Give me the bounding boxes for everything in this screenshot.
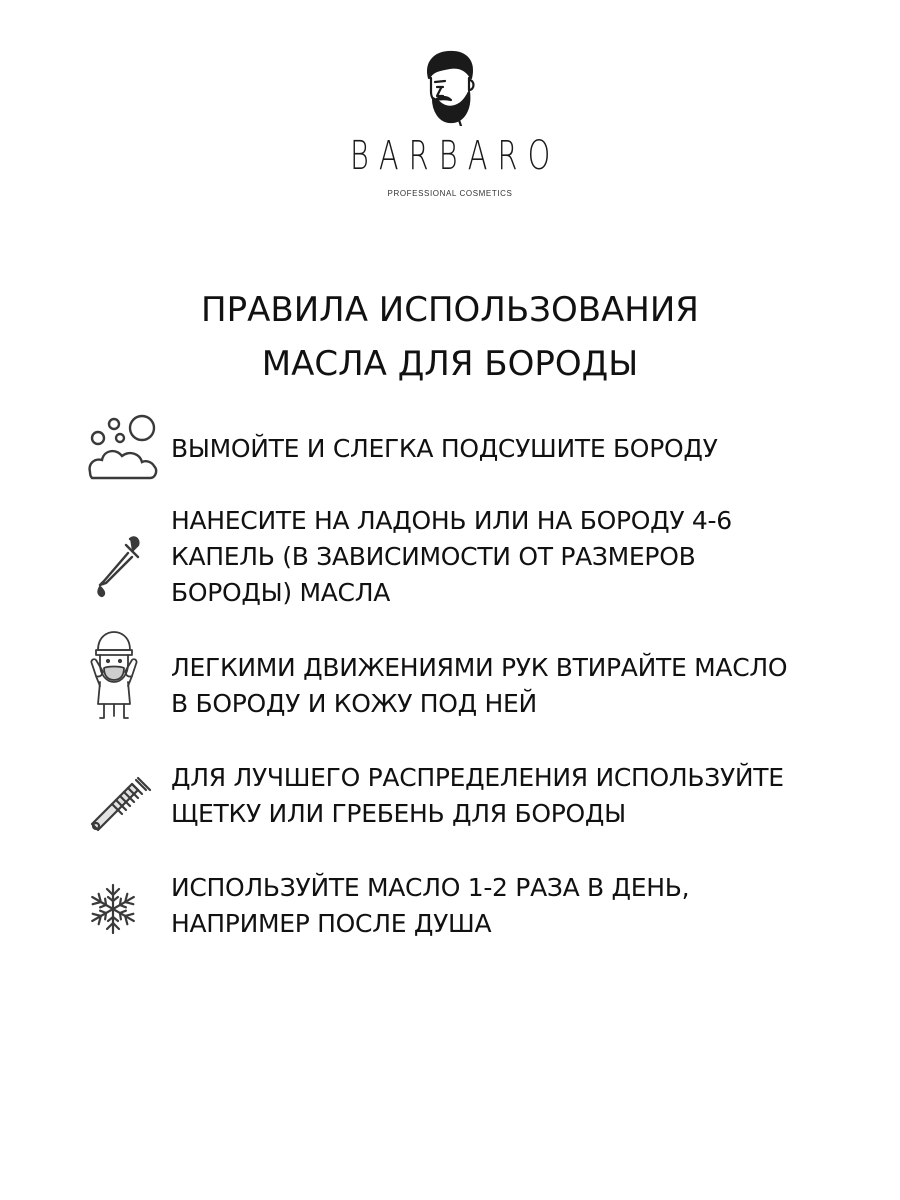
snowflake-icon: [86, 882, 140, 936]
page-title: [0, 283, 900, 391]
brand-logo: [0, 48, 900, 198]
step-5-line-2: НАПРИМЕР ПОСЛЕ ДУША: [171, 909, 492, 938]
soap-foam-bubbles-icon: [86, 414, 158, 480]
step-2-line-1: НАНЕСИТЕ НА ЛАДОНЬ ИЛИ НА БОРОДУ 4-6: [171, 506, 732, 535]
dropper-icon: [86, 535, 146, 605]
bearded-man-rubbing-icon: [86, 630, 142, 720]
title-line-1: ПРАВИЛА ИСПОЛЬЗОВАНИЯ: [201, 290, 699, 330]
step-1-line-1: ВЫМОЙТЕ И СЛЕГКА ПОДСУШИТЕ БОРОДУ: [171, 434, 718, 463]
title-line-2: МАСЛА ДЛЯ БОРОДЫ: [261, 344, 639, 384]
brand-tagline: PROFESSIONAL COSMETICS: [387, 189, 513, 198]
brand-name: BARBARO: [349, 133, 561, 179]
step-3-line-2: В БОРОДУ И КОЖУ ПОД НЕЙ: [171, 689, 537, 718]
step-4-line-1: ДЛЯ ЛУЧШЕГО РАСПРЕДЕЛЕНИЯ ИСПОЛЬЗУЙТЕ: [171, 763, 784, 792]
comb-icon: [86, 774, 154, 832]
step-2-line-3: БОРОДЫ) МАСЛА: [171, 578, 391, 607]
bearded-man-icon: [415, 48, 485, 126]
step-3-line-1: ЛЕГКИМИ ДВИЖЕНИЯМИ РУК ВТИРАЙТЕ МАСЛО: [171, 653, 788, 682]
step-5-line-1: ИСПОЛЬЗУЙТЕ МАСЛО 1-2 РАЗА В ДЕНЬ,: [171, 873, 690, 902]
step-4-line-2: ЩЕТКУ ИЛИ ГРЕБЕНЬ ДЛЯ БОРОДЫ: [171, 799, 626, 828]
step-2-line-2: КАПЕЛЬ (В ЗАВИСИМОСТИ ОТ РАЗМЕРОВ: [171, 542, 696, 571]
